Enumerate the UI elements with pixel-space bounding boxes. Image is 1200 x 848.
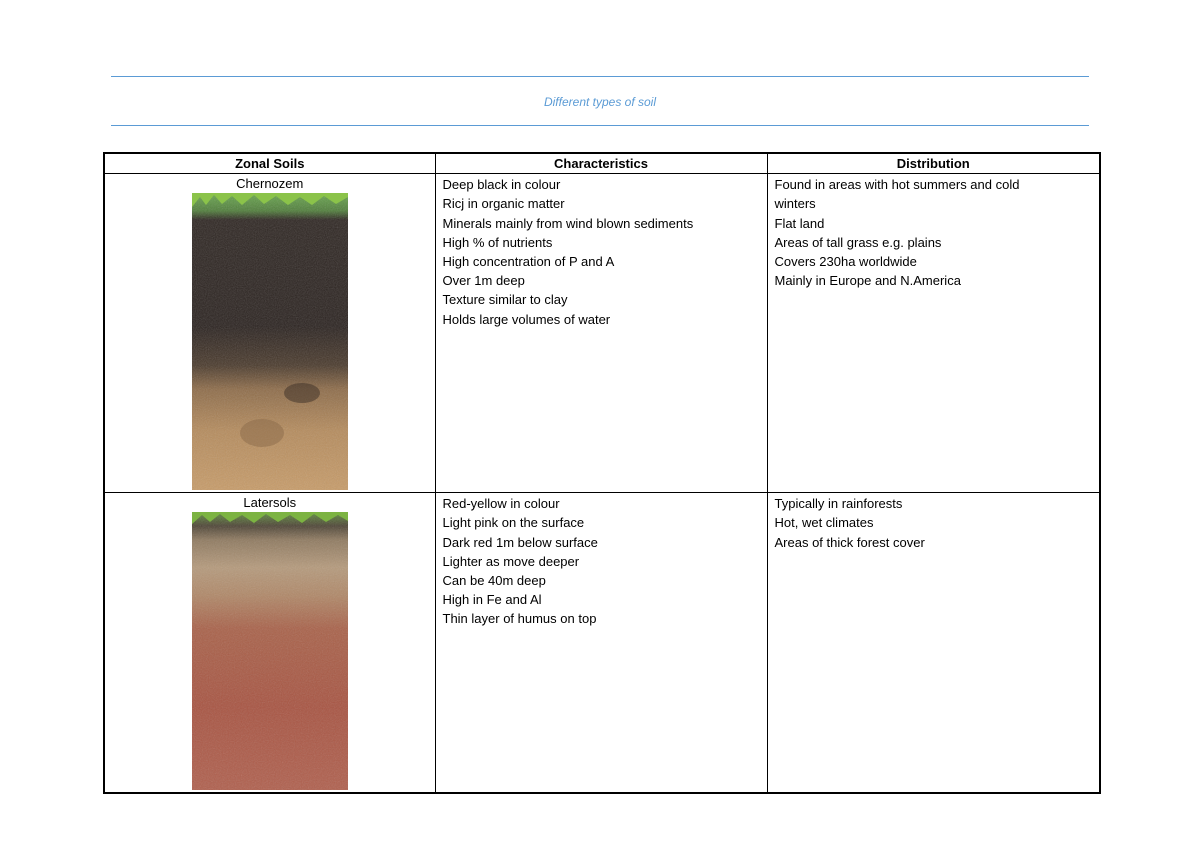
table-header-row [104, 153, 1100, 174]
header-bottom-rule [111, 125, 1089, 126]
list-item: Flat land [774, 215, 825, 231]
list-item: Found in areas with hot summers and cold [774, 177, 1020, 193]
characteristics-cell [435, 493, 767, 794]
list-item: Mainly in Europe and N.America [774, 273, 961, 289]
soil-name: Latersols [243, 495, 297, 511]
distribution-cell [767, 493, 1100, 794]
list-item: Covers 230ha worldwide [774, 254, 917, 270]
list-item: Deep black in colour [442, 177, 561, 193]
soil-name: Chernozem [236, 176, 304, 192]
list-item: Texture similar to clay [442, 292, 568, 308]
list-item: Thin layer of humus on top [442, 611, 597, 627]
list-item: Minerals mainly from wind blown sediments [442, 215, 694, 231]
list-item: High in Fe and Al [442, 592, 542, 608]
list-item: Typically in rainforests [774, 496, 903, 512]
characteristics-cell [435, 174, 767, 493]
list-item: Areas of tall grass e.g. plains [774, 234, 942, 250]
soil-types-table [103, 152, 1101, 794]
list-item: winters [774, 196, 816, 212]
list-item: Over 1m deep [442, 273, 525, 289]
list-item: Lighter as move deeper [442, 553, 580, 569]
header-top-rule [111, 76, 1089, 77]
column-header-characteristics: Characteristics [435, 153, 767, 174]
table-row [104, 174, 1100, 493]
list-item: Ricj in organic matter [442, 196, 565, 212]
list-item: Light pink on the surface [442, 515, 585, 531]
list-item: Red-yellow in colour [442, 496, 560, 512]
soil-cell [104, 493, 435, 794]
latosol-soil-photo [192, 512, 348, 790]
distribution-cell [767, 174, 1100, 493]
list-item: High concentration of P and A [442, 254, 615, 270]
list-item: Can be 40m deep [442, 573, 546, 589]
list-item: Areas of thick forest cover [774, 534, 925, 550]
soil-cell [104, 174, 435, 493]
list-item: High % of nutrients [442, 234, 553, 250]
column-header-zonal-soils: Zonal Soils [104, 153, 435, 174]
list-item: Dark red 1m below surface [442, 534, 598, 550]
list-item: Hot, wet climates [774, 515, 874, 531]
table-row [104, 493, 1100, 794]
list-item: Holds large volumes of water [442, 311, 611, 327]
column-header-distribution: Distribution [767, 153, 1100, 174]
chernozem-soil-photo [192, 193, 348, 490]
document-header-title: Different types of soil [543, 95, 657, 109]
